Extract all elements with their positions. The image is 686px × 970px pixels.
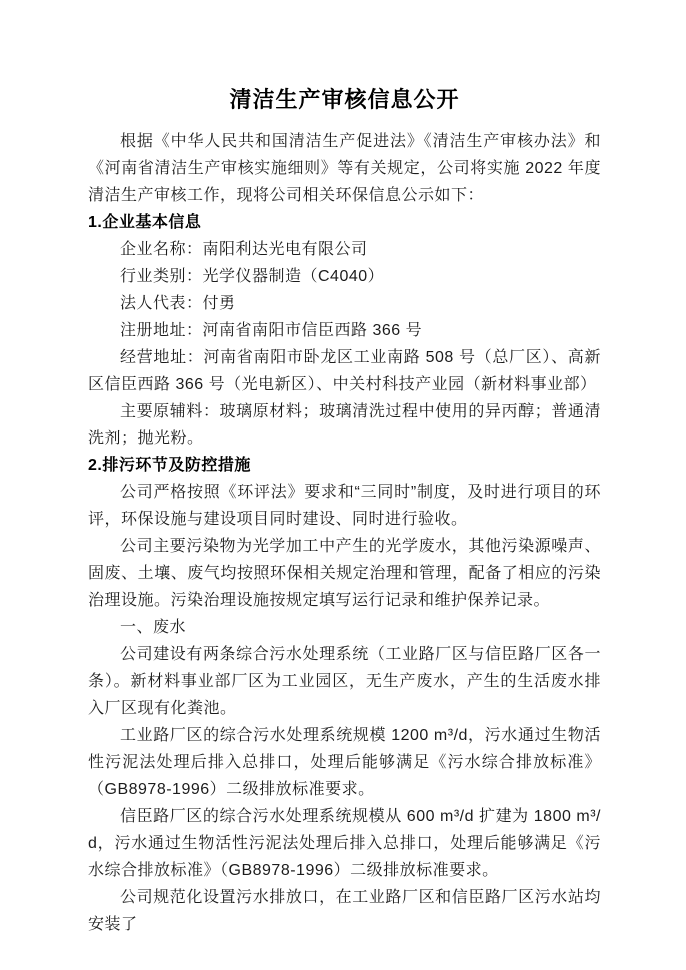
info-item-industry-category: 行业类别：光学仪器制造（C4040）: [120, 268, 385, 285]
info-item-company-name: 企业名称：南阳利达光电有限公司: [120, 241, 368, 258]
body-paragraph-gongye-road-plant: 工业路厂区的综合污水处理系统规模 1200 m³/d，污水通过生物活性污泥法处理后排入总排口，处理后能够满足《污水综合排放标准》（GB8978-1996）二级排放标准要求。: [88, 727, 601, 798]
section2-heading: 2.排污环节及防控措施: [88, 457, 251, 474]
body-paragraph-treatment-systems: 公司建设有两条综合污水处理系统（工业路厂区与信臣路厂区各一条）。新材料事业部厂区为工业园区，无生产废水，产生的生活废水排入厂区现有化粪池。: [88, 646, 601, 717]
body-paragraph-xinchen-road-plant: 信臣路厂区的综合污水处理系统规模从 600 m³/d 扩建为 1800 m³/d，污水通过生物活性污泥法处理后排入总排口，处理后能够满足《污水综合排放标准》（GB8978-1996）二级排放标准要求。: [88, 808, 601, 879]
document-title: 清洁生产审核信息公开: [229, 87, 460, 112]
body-paragraph-discharge-outlets: 公司规范化设置污水排放口，在工业路厂区和信臣路厂区污水站均安装了: [88, 889, 601, 933]
subsection-wastewater-heading: 一、废水: [120, 619, 187, 636]
intro-paragraph: 根据《中华人民共和国清洁生产促进法》《清洁生产审核办法》和《河南省清洁生产审核实施细则》等有关规定，公司将实施 2022 年度清洁生产审核工作，现将公司相关环保信息公示如下：: [88, 133, 601, 204]
body-paragraph-eia-policy: 公司严格按照《环评法》要求和“三同时”制度，及时进行项目的环评，环保设施与建设项目同时建设、同时进行验收。: [88, 484, 601, 528]
info-item-registered-address: 注册地址：河南省南阳市信臣西路 366 号: [120, 322, 423, 339]
section1-heading: 1.企业基本信息: [88, 214, 202, 231]
body-paragraph-main-pollutants: 公司主要污染物为光学加工中产生的光学废水，其他污染源噪声、固废、土壤、废气均按照环保相关规定治理和管理，配备了相应的污染治理设施。污染治理设施按规定填写运行记录和维护保养记录。: [88, 538, 601, 609]
info-item-legal-representative: 法人代表：付勇: [120, 295, 236, 312]
info-item-raw-materials: 主要原辅料：玻璃原材料；玻璃清洗过程中使用的异丙醇；普通清洗剂；抛光粉。: [88, 403, 601, 447]
info-item-business-address: 经营地址：河南省南阳市卧龙区工业南路 508 号（总厂区）、高新区信臣西路 366 号（光电新区）、中关村科技产业园（新材料事业部）: [88, 349, 601, 393]
